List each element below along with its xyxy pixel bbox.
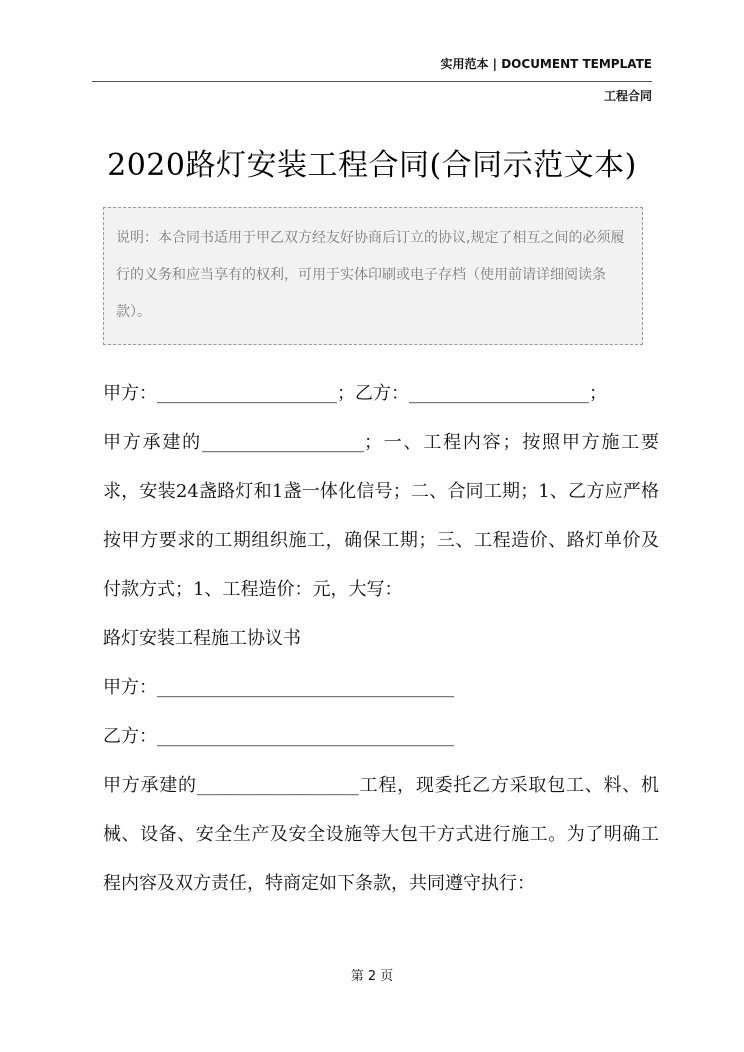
- document-title: 2020路灯安装工程合同(合同示范文本): [107, 148, 637, 183]
- contract-summary-paragraph: 甲方承建的__________________；一、工程内容；按照甲方施工要求，安装24盏路灯和1盏一体化信号；二、合同工期；1、乙方应严格按甲方要求的工期组织施工，确保工期；三、工程造价、路灯单价及付款方式；1、工程造价：元，大写：: [103, 432, 659, 600]
- document-template-header: 实用范本 | DOCUMENT TEMPLATE: [440, 57, 652, 71]
- intro-paragraph: 甲方承建的__________________工程，现委托乙方采取包工、料、机械、设备、安全生产及安全设施等大包干方式进行施工。为了明确工程内容及双方责任，特商定如下条款，共同遵守执行：: [103, 775, 659, 894]
- header-rule: [92, 81, 652, 82]
- document-category-label: 工程合同: [603, 89, 652, 103]
- usage-note-box: [103, 207, 643, 345]
- contract-body: [103, 369, 659, 908]
- agreement-heading: 路灯安装工程施工协议书: [103, 628, 301, 649]
- usage-note-text: 说明：本合同书适用于甲乙双方经友好协商后订立的协议,规定了相互之间的必须履行的义务和应当享有的权利，可用于实体印刷或电子存档（使用前请详细阅读条款）。: [116, 230, 625, 320]
- page-number: 第 2 页: [350, 969, 394, 984]
- parties-line: 甲方：____________________；乙方：____________________；: [103, 383, 607, 404]
- party-a-line: 甲方：_________________________________: [103, 677, 454, 698]
- party-b-line: 乙方：_________________________________: [103, 726, 454, 747]
